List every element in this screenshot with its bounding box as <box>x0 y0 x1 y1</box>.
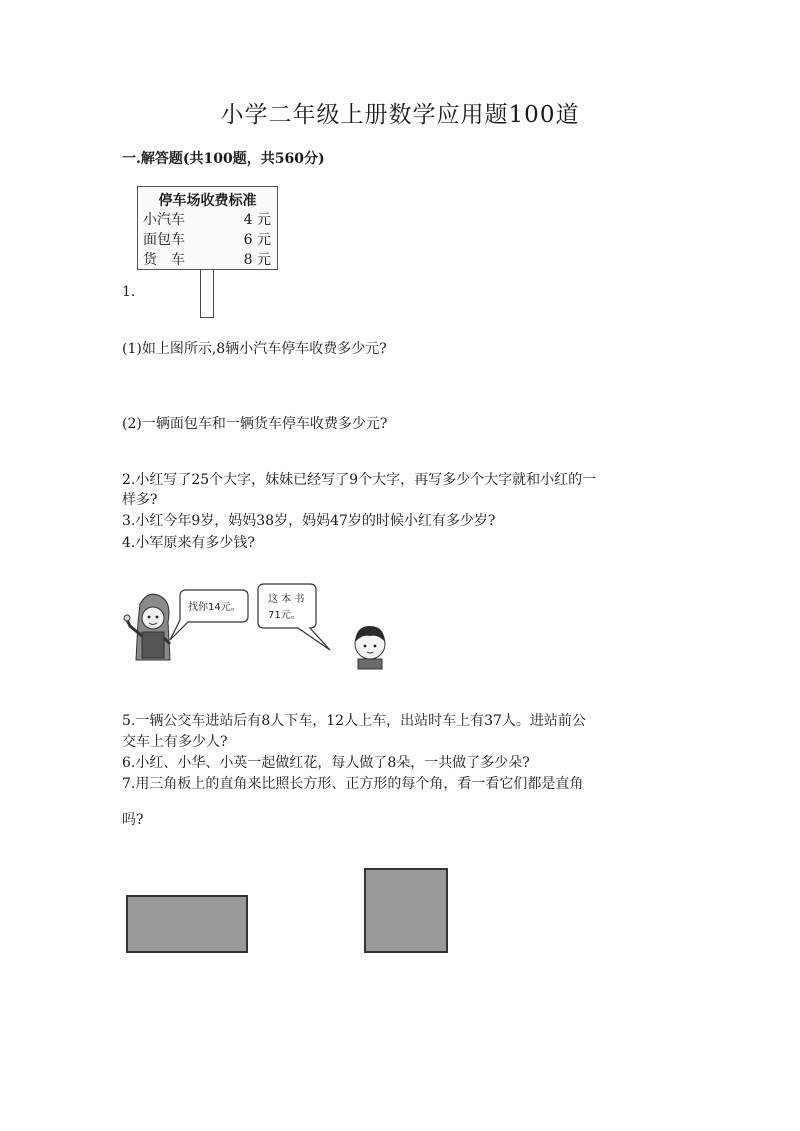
sign-row <box>143 209 271 229</box>
sign-row <box>143 229 271 249</box>
vehicle-name: 面包车 <box>143 232 185 248</box>
sign-pole <box>200 270 214 318</box>
question-4: 4.小军原来有多少钱? <box>122 535 255 551</box>
rectangle-shape <box>126 895 248 953</box>
square-shape <box>364 868 448 953</box>
question-7-line-2: 吗? <box>122 812 144 828</box>
question-3: 3.小红今年9岁，妈妈38岁，妈妈47岁的时候小红有多少岁? <box>122 513 496 529</box>
section-heading: 一.解答题(共100题，共560分) <box>122 151 325 167</box>
vehicle-name: 小汽车 <box>143 212 185 228</box>
vehicle-name: 货 车 <box>143 252 185 268</box>
right-bubble-text: 这 本 书 <box>268 594 305 605</box>
left-speech-bubble <box>170 590 248 640</box>
parking-fee-sign <box>137 186 278 270</box>
boy-cartoon <box>355 626 385 669</box>
page-title: 小学二年级上册数学应用题100道 <box>220 102 580 128</box>
question-2-line-2: 样多? <box>122 492 158 508</box>
question-4-illustration <box>118 582 398 674</box>
girl-cartoon <box>124 594 170 660</box>
vehicle-price: 6 元 <box>243 232 271 248</box>
sign-title: 停车场收费标准 <box>158 193 257 209</box>
question-7-line-1: 7.用三角板上的直角来比照长方形、正方形的每个角，看一看它们都是直角 <box>122 776 584 792</box>
question-1-part-2: (2)一辆面包车和一辆货车停车收费多少元? <box>122 416 388 432</box>
vehicle-price: 4 元 <box>243 212 271 228</box>
question-5-line-1: 5.一辆公交车进站后有8人下车，12人上车，出站时车上有37人。进站前公 <box>122 713 586 729</box>
vehicle-price: 8 元 <box>243 252 271 268</box>
question-6: 6.小红、小华、小英一起做红花，每人做了8朵，一共做了多少朵? <box>122 755 530 771</box>
question-5-line-2: 交车上有多少人? <box>122 734 228 750</box>
question-1-part-1: (1)如上图所示,8辆小汽车停车收费多少元? <box>122 341 387 357</box>
left-bubble-text: 找你14元。 <box>188 602 241 613</box>
question-1-number: 1. <box>122 284 136 300</box>
question-2-line-1: 2.小红写了25个大字，妹妹已经写了9个大字，再写多少个大字就和小红的一 <box>122 472 597 488</box>
sign-row <box>143 249 271 269</box>
right-speech-bubble <box>258 584 330 650</box>
right-bubble-text: 71元。 <box>268 610 301 621</box>
